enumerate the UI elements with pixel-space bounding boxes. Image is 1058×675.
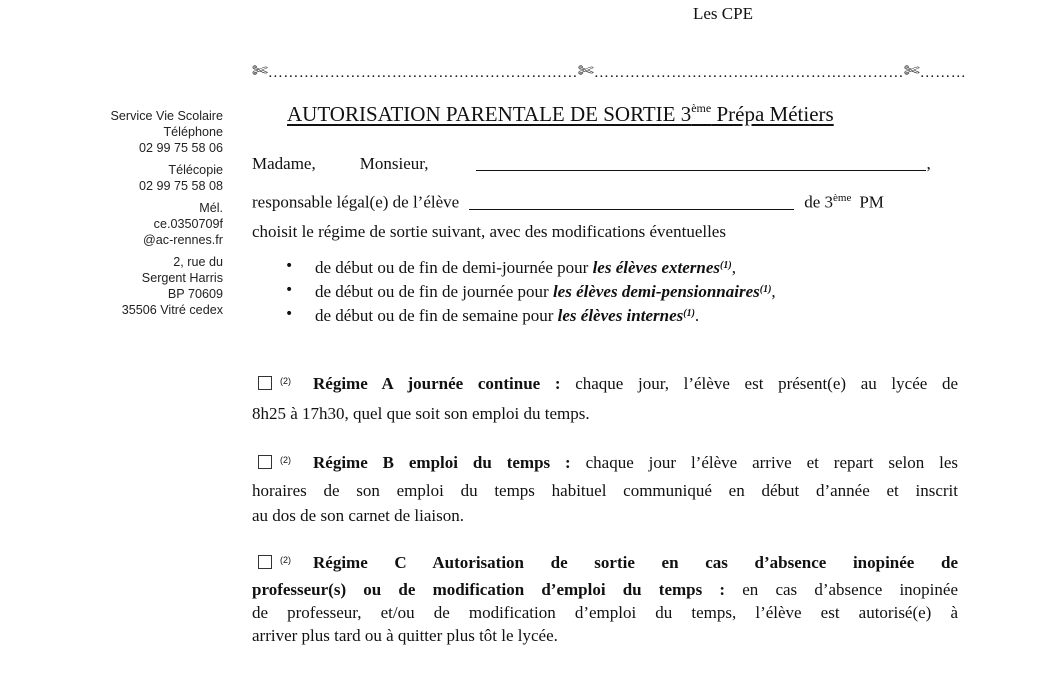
regime-b-text: chaque jour l’élève arrive et repart selon les xyxy=(570,453,958,472)
cut-dots-3: ……… xyxy=(919,65,967,81)
address-line: BP 70609 xyxy=(167,287,223,301)
class-pm: PM xyxy=(859,192,884,212)
regime-c-title: Régime C Autorisation de sortie en cas d’absence inopinée de xyxy=(313,553,958,572)
madame-label: Madame, xyxy=(252,154,316,173)
regime-b-text-2: horaires de son emploi du temps habituel communiqué en début d’année et inscrit xyxy=(252,481,958,500)
regime-c-text-3: arriver plus tard ou à quitter plus tôt le lycée. xyxy=(252,626,558,645)
fax-number: 02 99 75 58 08 xyxy=(138,179,223,193)
bullet-icon: • xyxy=(285,282,294,298)
title-rest: Prépa Métiers xyxy=(711,102,834,126)
regime-b-note: (2) xyxy=(280,455,291,465)
bullet-text: de début ou de fin de demi-journée pour xyxy=(315,258,593,277)
regime-c-checkbox[interactable] xyxy=(258,555,272,569)
cut-line xyxy=(252,60,967,82)
bullet-end: , xyxy=(731,258,736,277)
bullet-text: de début ou de fin de semaine pour xyxy=(315,306,558,325)
regime-b-option xyxy=(252,445,958,528)
regime-c-title-2: professeur(s) ou de modification d’emploi du temps : xyxy=(252,580,726,599)
fax-label: Télécopie xyxy=(168,163,223,177)
bullet-note: (1) xyxy=(759,284,772,295)
regime-c-option xyxy=(252,545,958,647)
list-item xyxy=(285,255,776,279)
bullet-end: . xyxy=(694,306,700,325)
regime-b-title: Régime B emploi du temps : xyxy=(313,453,571,472)
mail-label: Mél. xyxy=(199,201,223,215)
bullet-bold: les élèves demi-pensionnaires xyxy=(552,282,760,301)
class-label: de 3 xyxy=(804,192,833,212)
scissors-icon: ✄ xyxy=(577,60,594,82)
regime-c-text-2: de professeur, et/ou de modification d’emploi du temps, l’élève est autorisé(e) à xyxy=(252,603,958,622)
student-name-field[interactable] xyxy=(469,194,794,210)
regime-b-text-3: au dos de son carnet de liaison. xyxy=(252,506,464,525)
bullet-bold: les élèves externes xyxy=(592,258,721,277)
regime-a-text-2: 8h25 à 17h30, quel que soit son emploi du temps. xyxy=(252,404,590,423)
responsable-label: responsable légal(e) de l’élève xyxy=(252,192,460,212)
mail-domain: @ac-rennes.fr xyxy=(143,233,223,247)
regime-a-checkbox[interactable] xyxy=(258,376,272,390)
scissors-icon: ✄ xyxy=(252,60,268,82)
intro-sentence: choisit le régime de sortie suivant, avec des modifications éventuelles xyxy=(252,222,726,241)
monsieur-label: Monsieur, xyxy=(359,154,429,173)
school-contact-sidebar xyxy=(60,108,223,324)
parent-name-field[interactable] xyxy=(476,154,926,171)
phone-number: 02 99 75 58 06 xyxy=(138,141,223,155)
regime-c-note: (2) xyxy=(280,555,291,565)
bullet-note: (1) xyxy=(683,308,695,319)
bullet-note: (1) xyxy=(720,260,732,271)
cut-dots-2: …………………………………………………… xyxy=(593,65,904,81)
bullet-end: , xyxy=(771,282,776,301)
student-name-line xyxy=(252,187,958,214)
address-line: 2, rue du xyxy=(173,255,223,269)
bullet-icon: • xyxy=(285,258,294,274)
document-title xyxy=(287,101,834,127)
class-sup: ème xyxy=(833,192,852,204)
scissors-icon: ✄ xyxy=(903,60,920,82)
title-sup: ème xyxy=(691,101,712,115)
regime-a-note: (2) xyxy=(280,376,291,386)
signature-cpe: Les CPE xyxy=(693,4,753,23)
address-line: Sergent Harris xyxy=(141,271,223,285)
comma: , xyxy=(926,154,931,173)
regime-c-text: en cas d’absence inopinée xyxy=(725,580,958,599)
title-main: AUTORISATION PARENTALE DE SORTIE 3 xyxy=(287,102,692,126)
regime-a-text: chaque jour, l’élève est présent(e) au lycée de xyxy=(560,374,958,393)
address-line: 35506 Vitré cedex xyxy=(121,303,223,317)
bullet-bold: les élèves internes xyxy=(557,306,684,325)
list-item xyxy=(285,279,776,303)
phone-label: Téléphone xyxy=(163,125,223,139)
bullet-text: de début ou de fin de journée pour xyxy=(315,282,553,301)
regime-b-checkbox[interactable] xyxy=(258,455,272,469)
mail-local: ce.0350709f xyxy=(153,217,223,231)
list-item xyxy=(285,303,776,327)
regime-a-option xyxy=(252,366,958,429)
service-name: Service Vie Scolaire xyxy=(110,109,223,123)
cut-dots-1: …………………………………………………… xyxy=(267,65,578,81)
student-type-list xyxy=(285,255,776,327)
regime-a-title: Régime A journée continue : xyxy=(313,374,561,393)
bullet-icon: • xyxy=(285,306,294,322)
parent-name-line xyxy=(252,153,958,175)
